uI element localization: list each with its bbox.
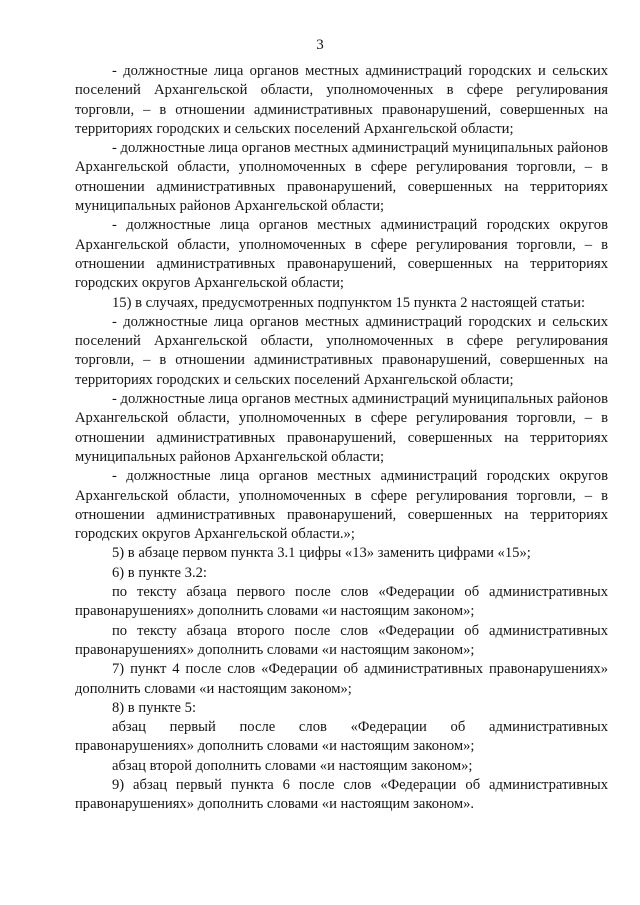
paragraph-amendment-7: 7) пункт 4 после слов «Федерации об административных правонарушениях» дополнить словами «и настоящим законом»; (75, 661, 608, 697)
paragraph-item-15: 15) в случаях, предусмотренных подпунктом 15 пункта 2 настоящей статьи: (112, 294, 586, 311)
paragraph-amendment-8-second: абзац второй дополнить словами «и настоящим законом»; (112, 757, 473, 774)
paragraph-local-settlements-officials-2: - должностные лица органов местных администраций городских и сельских поселений Архангельской области, уполномоченных в сфере регулирования торговли, – в отношении административных правонарушений, совершенных на территориях городских и сельских поселений Архангельской области; (75, 313, 608, 388)
paragraph-city-districts-officials-2: - должностные лица органов местных администраций городских округов Архангельской области, уполномоченных в сфере регулирования торговли, – в отношении административных правонарушений, совершенных на территориях городских округов Архангельской области.»; (75, 468, 608, 543)
paragraph-municipal-districts-officials-2: - должностные лица органов местных администраций муниципальных районов Архангельской области, уполномоченных в сфере регулирования торговли, – в отношении административных правонарушений, совершенных на территориях муниципальных районов Архангельской области; (75, 391, 608, 465)
page-number: 3 (316, 37, 324, 53)
paragraph-amendment-8-first: абзац первый после слов «Федерации об административных правонарушениях» дополнить словами «и настоящим законом»; (75, 719, 608, 755)
paragraph-amendment-6-first: по тексту абзаца первого после слов «Федерации об административных правонарушениях» дополнить словами «и настоящим законом»; (75, 584, 608, 620)
paragraph-city-districts-officials: - должностные лица органов местных администраций городских округов Архангельской области, уполномоченных в сфере регулирования торговли, – в отношении административных правонарушений, совершенных на территориях городских округов Архангельской области; (75, 217, 608, 292)
paragraph-amendment-6: 6) в пункте 3.2: (112, 564, 207, 581)
paragraph-local-settlements-officials: - должностные лица органов местных администраций городских и сельских поселений Архангельской области, уполномоченных в сфере регулирования торговли, – в отношении административных правонарушений, совершенных на территориях городских и сельских поселений Архангельской области; (75, 63, 608, 137)
document-body (75, 62, 608, 815)
paragraph-amendment-9: 9) абзац первый пункта 6 после слов «Федерации об административных правонарушениях» дополнить словами «и настоящим законом». (75, 776, 608, 813)
paragraph-amendment-8: 8) в пункте 5: (112, 699, 197, 716)
paragraph-amendment-6-second: по тексту абзаца второго после слов «Федерации об административных правонарушениях» дополнить словами «и настоящим законом»; (75, 622, 608, 658)
paragraph-municipal-districts-officials: - должностные лица органов местных администраций муниципальных районов Архангельской области, уполномоченных в сфере регулирования торговли, – в отношении административных правонарушений, совершенных на территориях муниципальных районов Архангельской области; (75, 140, 608, 215)
paragraph-amendment-5: 5) в абзаце первом пункта 3.1 цифры «13» заменить цифрами «15»; (112, 545, 531, 562)
